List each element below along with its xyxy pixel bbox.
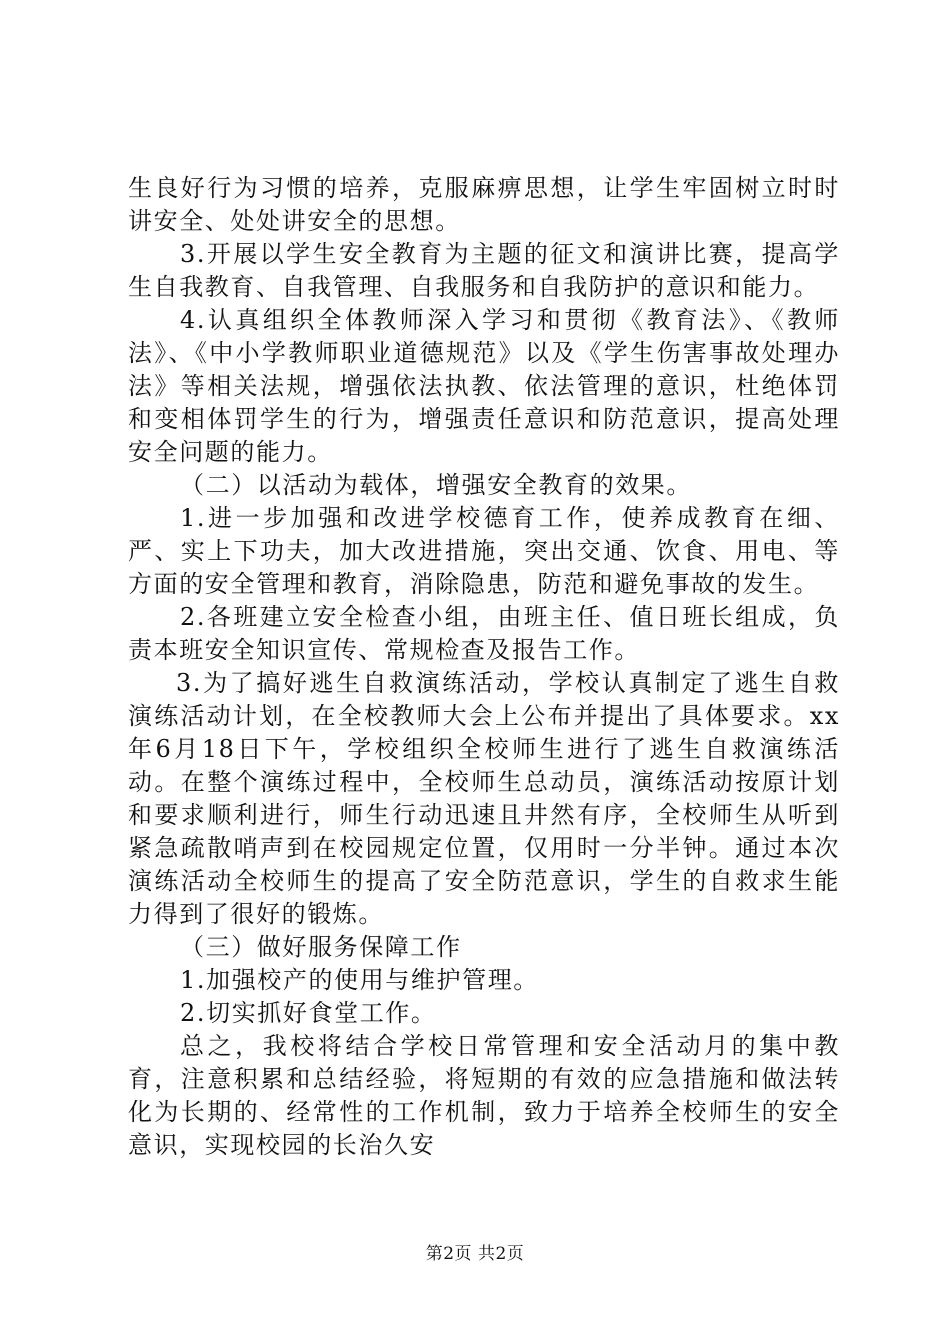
paragraph-item-4-teacher-training: 4.认真组织全体教师深入学习和贯彻《教育法》、《教师法》、《中小学教师职业道德规范》以及《学生伤害事故处理办法》等相关法规，增强依法执教、依法管理的意识，杜绝体罚和变相体罚学生的行为，增强责任意识和防范意识，提高处理安全问题的能力。 bbox=[128, 306, 840, 466]
paragraph-item-2-canteen: 2.切实抓好食堂工作。 bbox=[180, 999, 437, 1027]
paragraph-item-3-evacuation-drill: 3.为了搞好逃生自救演练活动，学校认真制定了逃生自救演练活动计划，在全校教师大会上公布并提出了具体要求。xx年6月18日下午，学校组织全校师生进行了逃生自救演练活动。在整个演练过程中，全校师生总动员，演练活动按原计划和要求顺利进行，师生行动迅速且井然有序，全校师生从听到紧急疏散哨声到在校园规定位置，仅用时一分半钟。通过本次演练活动全校师生的提高了安全防范意识，学生的自救求生能力得到了很好的锻炼。 bbox=[128, 669, 840, 928]
paragraph-conclusion: 总之，我校将结合学校日常管理和安全活动月的集中教育，注意积累和总结经验，将短期的有效的应急措施和做法转化为长期的、经常性的工作机制，致力于培养全校师生的安全意识，实现校园的长治久安 bbox=[128, 1032, 840, 1159]
paragraph-continuation: 生良好行为习惯的培养，克服麻痹思想，让学生牢固树立时时讲安全、处处讲安全的思想。 bbox=[128, 174, 840, 235]
paragraph-item-3-essay-contest: 3.开展以学生安全教育为主题的征文和演讲比赛，提高学生自我教育、自我管理、自我服务和自我防护的意识和能力。 bbox=[128, 240, 840, 301]
section-heading-2: （二）以活动为载体，增强安全教育的效果。 bbox=[180, 471, 692, 499]
section-heading-3: （三）做好服务保障工作 bbox=[180, 933, 462, 961]
paragraph-item-2-safety-groups: 2.各班建立安全检查小组，由班主任、值日班长组成，负责本班安全知识宣传、常规检查及报告工作。 bbox=[128, 603, 840, 664]
page-footer: 第2页 共2页 bbox=[425, 1244, 525, 1264]
paragraph-item-1-school-property: 1.加强校产的使用与维护管理。 bbox=[180, 966, 539, 994]
paragraph-item-1-moral-education: 1.进一步加强和改进学校德育工作，使养成教育在细、严、实上下功夫，加大改进措施，突出交通、饮食、用电、等方面的安全管理和教育，消除隐患，防范和避免事故的发生。 bbox=[128, 504, 840, 598]
document-body bbox=[128, 172, 840, 1162]
